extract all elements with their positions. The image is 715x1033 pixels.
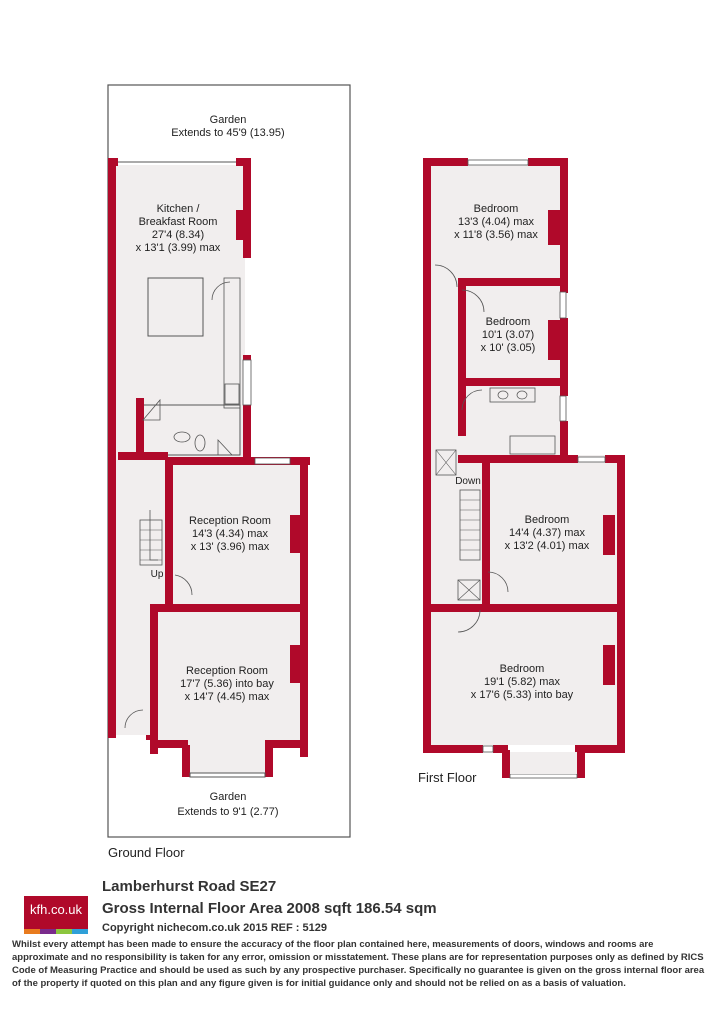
garden-rear-size: Extends to 45'9 (13.95) xyxy=(171,127,285,139)
kitchen-label-line1: Kitchen / xyxy=(156,203,200,215)
garden-front-label: Garden xyxy=(209,791,247,803)
reception1-label: Reception Room xyxy=(189,515,271,527)
reception1-dimension-2: x 13' (3.96) max xyxy=(190,541,270,553)
logo-bar-purple xyxy=(40,929,56,934)
kitchen-label-line2: Breakfast Room xyxy=(138,216,218,228)
first-stairs-label: Down xyxy=(455,476,481,487)
ground-floor-label: Ground Floor xyxy=(108,845,185,860)
gross-internal-area: Gross Internal Floor Area 2008 sqft 186.54 sqm xyxy=(102,900,437,917)
property-address: Lamberhurst Road SE27 xyxy=(102,878,277,895)
disclaimer-text: Whilst every attempt has been made to ensure the accuracy of the floor plan contained here, measurements of doors, windows and rooms are approximate and no responsibility is taken for any error, omission or misstatement. These plans are for representation purposes only as defined by RICS Code of Measuring Practice and should be used as such by any prospective purchaser. Specifically no guarantee is given on the gross internal floor area of the property if quoted on this plan and any figure given is for initial guidance only and should not be relied on as a basis of valuation. xyxy=(12,939,705,989)
kitchen-dimension-2: x 13'1 (3.99) max xyxy=(135,242,221,254)
bedroom4-label: Bedroom xyxy=(499,663,545,675)
logo-bar-green xyxy=(56,929,72,934)
bedroom1-dimension-1: 13'3 (4.04) max xyxy=(457,216,535,228)
logo-bar-orange xyxy=(24,929,40,934)
logo-bar-blue xyxy=(72,929,88,934)
reception2-dimension-1: 17'7 (5.36) into bay xyxy=(180,678,274,690)
bedroom3-dimension-1: 14'4 (4.37) max xyxy=(508,527,586,539)
bedroom3-dimension-2: x 13'2 (4.01) max xyxy=(504,540,590,552)
bedroom4-dimension-2: x 17'6 (5.33) into bay xyxy=(470,689,574,701)
garden-front-size: Extends to 9'1 (2.77) xyxy=(177,806,279,818)
bedroom2-dimension-1: 10'1 (3.07) xyxy=(481,329,535,341)
bedroom2-label: Bedroom xyxy=(485,316,531,328)
bedroom3-label: Bedroom xyxy=(524,514,570,526)
bedroom1-dimension-2: x 11'8 (3.56) max xyxy=(454,229,538,241)
reception2-dimension-2: x 14'7 (4.45) max xyxy=(184,691,270,703)
first-floor-label: First Floor xyxy=(418,770,477,785)
kitchen-dimension-1: 27'4 (8.34) xyxy=(151,229,205,241)
bedroom1-label: Bedroom xyxy=(473,203,519,215)
kfh-logo xyxy=(24,896,88,934)
copyright-text: Copyright nichecom.co.uk 2015 REF : 5129 xyxy=(102,922,327,934)
logo-text: kfh.co.uk xyxy=(29,902,83,917)
garden-rear-label: Garden xyxy=(209,114,247,126)
bedroom2-dimension-2: x 10' (3.05) xyxy=(480,342,536,354)
reception1-dimension-1: 14'3 (4.34) max xyxy=(191,528,269,540)
reception2-label: Reception Room xyxy=(186,665,268,677)
bedroom4-dimension-1: 19'1 (5.82) max xyxy=(483,676,561,688)
ground-stairs-label: Up xyxy=(150,569,164,580)
